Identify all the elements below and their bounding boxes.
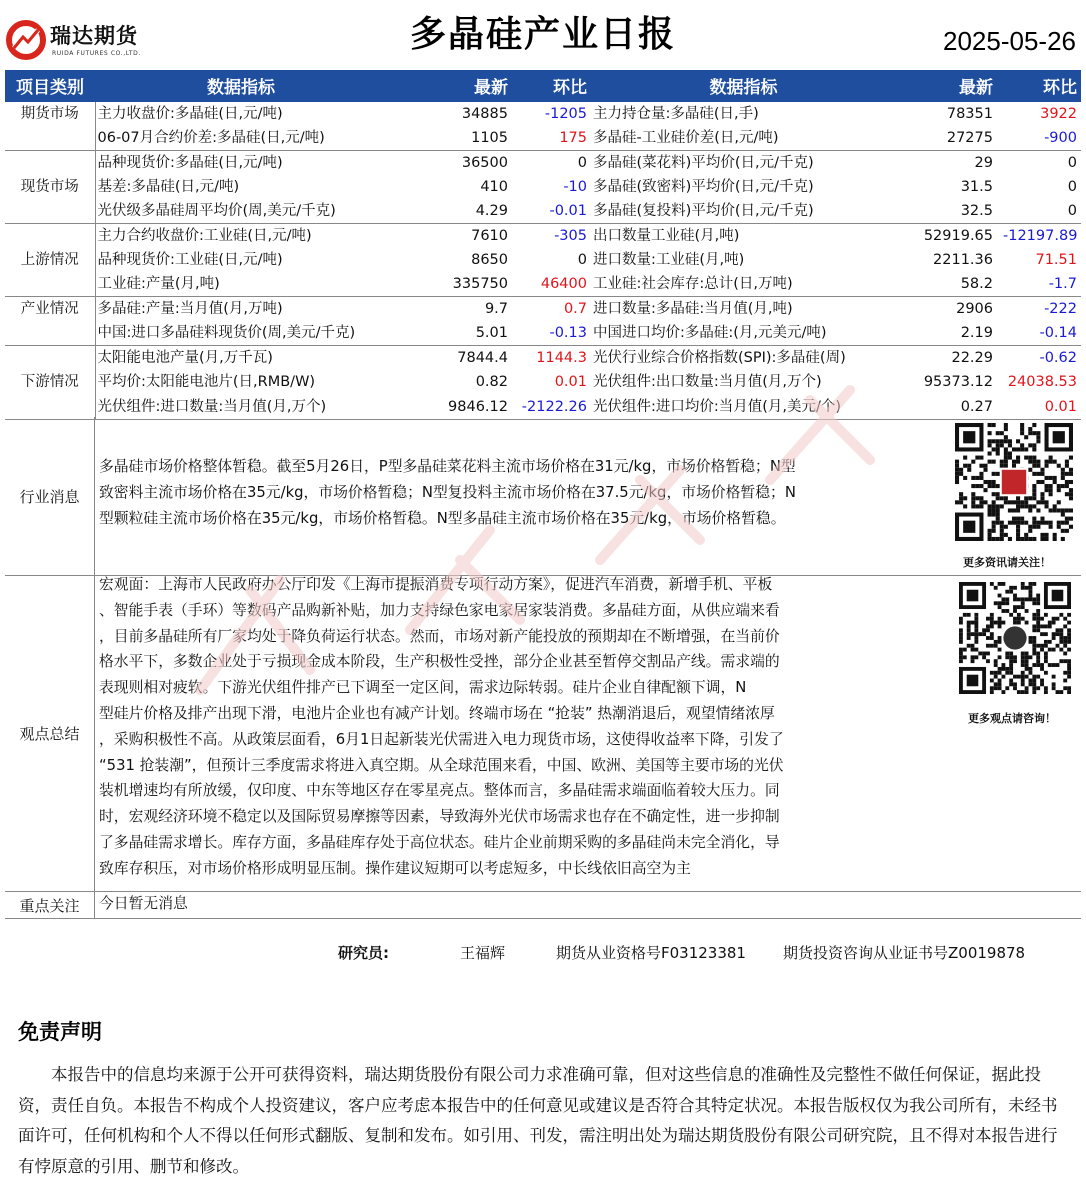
viewpoint-line: 型硅片价格及排产出现下滑，电池片企业也有减产计划。终端市场在 “抢装” 热潮消退后，观望情绪浓厚 [99, 704, 775, 722]
category-cell [5, 151, 95, 176]
indicator-cell: 主力合约收盘价:工业硅(日,元/吨) [95, 224, 387, 249]
report-date: 2025-05-26 [943, 26, 1076, 56]
qr-code-icon [955, 423, 1073, 541]
viewpoint-line: 装机增速均有所放缓，仅印度、中东等地区存在零星亮点。整体而言，多晶硅需求端面临着较大压力。同 [99, 782, 780, 800]
change-cell: 0 [514, 151, 591, 176]
table-row [5, 151, 1081, 176]
latest-value-cell: 2211.36 [933, 252, 993, 269]
table-row [5, 321, 1081, 346]
latest-value-cell: 27275 [946, 130, 993, 146]
table-header-row [5, 70, 1081, 101]
indicator-cell: 多晶硅(复投料)平均价(日,元/千克) [593, 203, 814, 220]
change-cell: -12197.89 [999, 224, 1081, 249]
indicator-cell: 太阳能电池产量(月,万千瓦) [95, 346, 387, 371]
researcher-label: 研究员: [338, 944, 389, 962]
latest-value-cell: 36500 [387, 151, 514, 176]
latest-value-cell: 52919.65 [896, 224, 999, 249]
header-latest: 最新 [896, 70, 999, 101]
latest-value-cell: 4.29 [475, 203, 508, 220]
data-table [5, 70, 1081, 420]
section-label: 行业消息 [5, 417, 95, 575]
latest-value-cell: 0.27 [896, 395, 999, 420]
qr-code-news [953, 423, 1073, 571]
latest-value-cell: 2.19 [960, 325, 993, 342]
latest-value-cell: 31.5 [960, 179, 993, 196]
latest-value-cell: 8650 [471, 252, 508, 269]
indicator-cell: 光伏组件:进口均价:当月值(月,美元/个) [591, 395, 896, 420]
latest-value-cell: 410 [480, 179, 508, 196]
report-title: 多晶硅产业日报 [409, 14, 676, 55]
focus-section [5, 892, 1081, 919]
qr-code-view [953, 582, 1073, 732]
table-row [5, 126, 1081, 151]
change-cell: -0.14 [1039, 325, 1077, 342]
table-row [5, 199, 1081, 224]
latest-value-cell: 0.82 [475, 374, 508, 391]
indicator-cell: 多晶硅:产量:当月值(月,万吨) [95, 297, 387, 322]
report-header [0, 0, 1086, 68]
category-cell: 期货市场 [5, 101, 95, 126]
viewpoint-line: 格水平下，多数企业处于亏损现金成本阶段，生产积极性受挫，部分企业甚至暂停交割品产线。需求端的 [99, 653, 780, 671]
viewpoint-line: ，目前多晶硅所有厂家均处于降负荷运行状态。然而，市场对新产能投放的预期却在不断增强，在当前价 [99, 627, 780, 645]
qr-caption: 更多资讯请关注！ [963, 556, 1051, 569]
focus-text: 今日暂无消息 [99, 895, 188, 912]
latest-value-cell: 2906 [896, 297, 999, 322]
change-cell: 71.51 [1035, 252, 1077, 269]
news-line: 型颗粒硅主流市场价格在35元/kg，市场价格暂稳。N型多晶硅主流市场价格在35元/kg，市场价格暂稳。 [99, 509, 786, 527]
category-cell [5, 224, 95, 249]
change-cell: 0.01 [999, 395, 1081, 420]
latest-value-cell: 9.7 [387, 297, 514, 322]
header-change: 环比 [999, 70, 1081, 101]
section-label: 重点关注 [5, 892, 95, 918]
indicator-cell: 进口数量:多晶硅:当月值(月,吨) [591, 297, 896, 322]
table-row [5, 370, 1081, 394]
change-cell: 0 [577, 252, 587, 269]
viewpoint-line: 致库存积压，对市场价格形成明显压制。操作建议短期可以考虑短多，中长线依旧高空为主 [99, 859, 691, 877]
header-latest: 最新 [387, 70, 514, 101]
table-row [5, 395, 1081, 420]
viewpoint-text [99, 572, 784, 882]
change-cell: 46400 [540, 276, 587, 293]
viewpoint-line: 、智能手表（手环）等数码产品购新补贴，加力支持绿色家电家居家装消费。多晶硅方面，从供应端来看 [99, 601, 780, 619]
viewpoint-line: 表现则相对疲软。下游光伏组件排产已下调至一定区间，需求边际转弱。硅片企业自律配额下调，N [99, 679, 747, 697]
qualification-number: 期货从业资格号F03123381 [556, 944, 746, 962]
latest-value-cell: 7844.4 [387, 346, 514, 371]
indicator-cell: 光伏行业综合价格指数(SPI):多晶硅(周) [591, 346, 896, 371]
viewpoint-line: 时，宏观经济环境不稳定以及国际贸易摩擦等因素，导致海外光伏市场需求也存在不确定性，进一步抑制 [99, 808, 780, 826]
change-cell: 0 [1067, 203, 1077, 220]
indicator-cell: 中国进口均价:多晶硅:(月,元美元/吨) [593, 325, 827, 342]
qr-code-icon [959, 582, 1071, 694]
change-cell: 0 [999, 151, 1081, 176]
indicator-cell: 光伏组件:出口数量:当月值(月,万个) [593, 374, 822, 391]
latest-value-cell: 34885 [387, 101, 514, 126]
indicator-cell: 进口数量:工业硅(月,吨) [593, 252, 745, 269]
indicator-cell: 中国:进口多晶硅料现货价(周,美元/千克) [97, 325, 356, 342]
qr-caption: 更多观点请咨询！ [968, 712, 1056, 725]
category-cell [5, 199, 95, 224]
indicator-cell: 出口数量工业硅(月,吨) [591, 224, 896, 249]
change-cell: -1.7 [1048, 276, 1077, 293]
latest-value-cell: 22.29 [896, 346, 999, 371]
category-cell [5, 321, 95, 346]
change-cell: -0.62 [999, 346, 1081, 371]
table-row [5, 175, 1081, 199]
change-cell: -222 [999, 297, 1081, 322]
viewpoint-section [5, 576, 1081, 892]
header-indicator: 数据指标 [591, 70, 896, 101]
researcher-name: 王福辉 [460, 944, 506, 962]
latest-value-cell: 95373.12 [923, 374, 993, 391]
header-change: 环比 [514, 70, 591, 101]
table-row [5, 346, 1081, 371]
latest-value-cell: 29 [896, 151, 999, 176]
news-text [99, 454, 796, 531]
change-cell: -900 [1044, 130, 1077, 146]
indicator-cell: 工业硅:社会库存:总计(日,万吨) [593, 276, 793, 293]
indicator-cell: 基差:多晶硅(日,元/吨) [97, 179, 240, 196]
header-category: 项目类别 [5, 70, 95, 101]
change-cell: 0 [1067, 179, 1077, 196]
latest-value-cell: 9846.12 [387, 395, 514, 420]
news-line: 多晶硅市场价格整体暂稳。截至5月26日，P型多晶硅菜花料主流市场价格在31元/kg，市场价格暂稳；N型 [99, 458, 796, 475]
change-cell: 1144.3 [514, 346, 591, 371]
category-cell [5, 346, 95, 371]
indicator-cell: 光伏级多晶硅周平均价(周,美元/千克) [97, 203, 336, 220]
table-row [5, 101, 1081, 126]
industry-news-section [5, 417, 1081, 576]
change-cell: 0.7 [514, 297, 591, 322]
category-cell [5, 395, 95, 420]
indicator-cell: 工业硅:产量(月,吨) [97, 276, 220, 293]
latest-value-cell: 7610 [387, 224, 514, 249]
indicator-cell: 06-07月合约价差:多晶硅(日,元/吨) [97, 130, 325, 146]
news-line: 致密料主流市场价格在35元/kg，市场价格暂稳；N型复投料主流市场价格在37.5元/kg，市场价格暂稳；N [99, 483, 796, 501]
change-cell: 0.01 [554, 374, 587, 391]
change-cell: 24038.53 [1007, 374, 1077, 391]
change-cell: -2122.26 [514, 395, 591, 420]
category-cell: 产业情况 [5, 297, 95, 322]
table-row [5, 224, 1081, 249]
header-indicator: 数据指标 [95, 70, 387, 101]
viewpoint-line: “531 抢装潮”，但预计三季度需求将进入真空期。从全球范围来看，中国、欧洲、美国等主要市场的光伏 [99, 756, 784, 774]
indicator-cell: 光伏组件:进口数量:当月值(月,万个) [95, 395, 387, 420]
category-cell [5, 126, 95, 151]
change-cell: 3922 [999, 101, 1081, 126]
disclaimer-body: 本报告中的信息均来源于公开可获得资料，瑞达期货股份有限公司力求准确可靠，但对这些信息的准确性及完整性不做任何保证，据此投资，责任自负。本报告不构成个人投资建议，客户应考虑本报告中的任何意见或建议是否符合其特定状况。本报告版权仅为我公司所有，未经书面许可，任何机构和个人不得以任何形式翻版、复制和发布。如引用、刊发，需注明出处为瑞达期货股份有限公司研究院，且不得对本报告进行有悖原意的引用、删节和修改。 [18, 1065, 1058, 1176]
latest-value-cell: 335750 [452, 276, 508, 293]
category-cell: 上游情况 [5, 248, 95, 272]
indicator-cell: 主力持仓量:多晶硅(日,手) [591, 101, 896, 126]
viewpoint-line: ，采购积极性不高。从政策层面看，6月1日起新装光伏需进入电力现货市场，这使得收益率下降，引发了 [99, 730, 784, 748]
change-cell: -10 [563, 179, 587, 196]
indicator-cell: 平均价:太阳能电池片(日,RMB/W) [97, 374, 316, 391]
table-row [5, 297, 1081, 322]
change-cell: -0.13 [549, 325, 587, 342]
certificate-number: 期货投资咨询从业证书号Z0019878 [783, 944, 1026, 962]
change-cell: -0.01 [549, 203, 587, 220]
company-english-name: RUIDA FUTURES CO.,LTD. [52, 50, 141, 57]
table-row [5, 272, 1081, 297]
latest-value-cell: 1105 [471, 130, 508, 146]
latest-value-cell: 58.2 [960, 276, 993, 293]
company-name: 瑞达期货 [50, 24, 138, 48]
table-row [5, 248, 1081, 272]
indicator-cell: 主力收盘价:多晶硅(日,元/吨) [95, 101, 387, 126]
category-cell [5, 272, 95, 297]
category-cell: 现货市场 [5, 175, 95, 199]
change-cell: -1205 [514, 101, 591, 126]
viewpoint-line: 了多晶硅需求增长。库存方面，多晶硅库存处于高位状态。硅片企业前期采购的多晶硅尚未完全消化，导 [99, 833, 780, 851]
viewpoint-line: 宏观面：上海市人民政府办公厅印发《上海市提振消费专项行动方案》，促进汽车消费，新增手机、平板 [99, 576, 773, 593]
latest-value-cell: 5.01 [475, 325, 508, 342]
indicator-cell: 多晶硅(致密料)平均价(日,元/千克) [593, 179, 814, 196]
indicator-cell: 多晶硅-工业硅价差(日,元/吨) [593, 130, 779, 146]
indicator-cell: 品种现货价:多晶硅(日,元/吨) [95, 151, 387, 176]
disclaimer-title: 免责声明 [18, 1020, 102, 1044]
indicator-cell: 多晶硅(菜花料)平均价(日,元/千克) [591, 151, 896, 176]
indicator-cell: 品种现货价:工业硅(日,元/吨) [97, 252, 283, 269]
latest-value-cell: 78351 [896, 101, 999, 126]
latest-value-cell: 32.5 [960, 203, 993, 220]
change-cell: -305 [514, 224, 591, 249]
category-cell: 下游情况 [5, 370, 95, 394]
section-label: 观点总结 [5, 576, 95, 891]
change-cell: 175 [559, 130, 587, 146]
